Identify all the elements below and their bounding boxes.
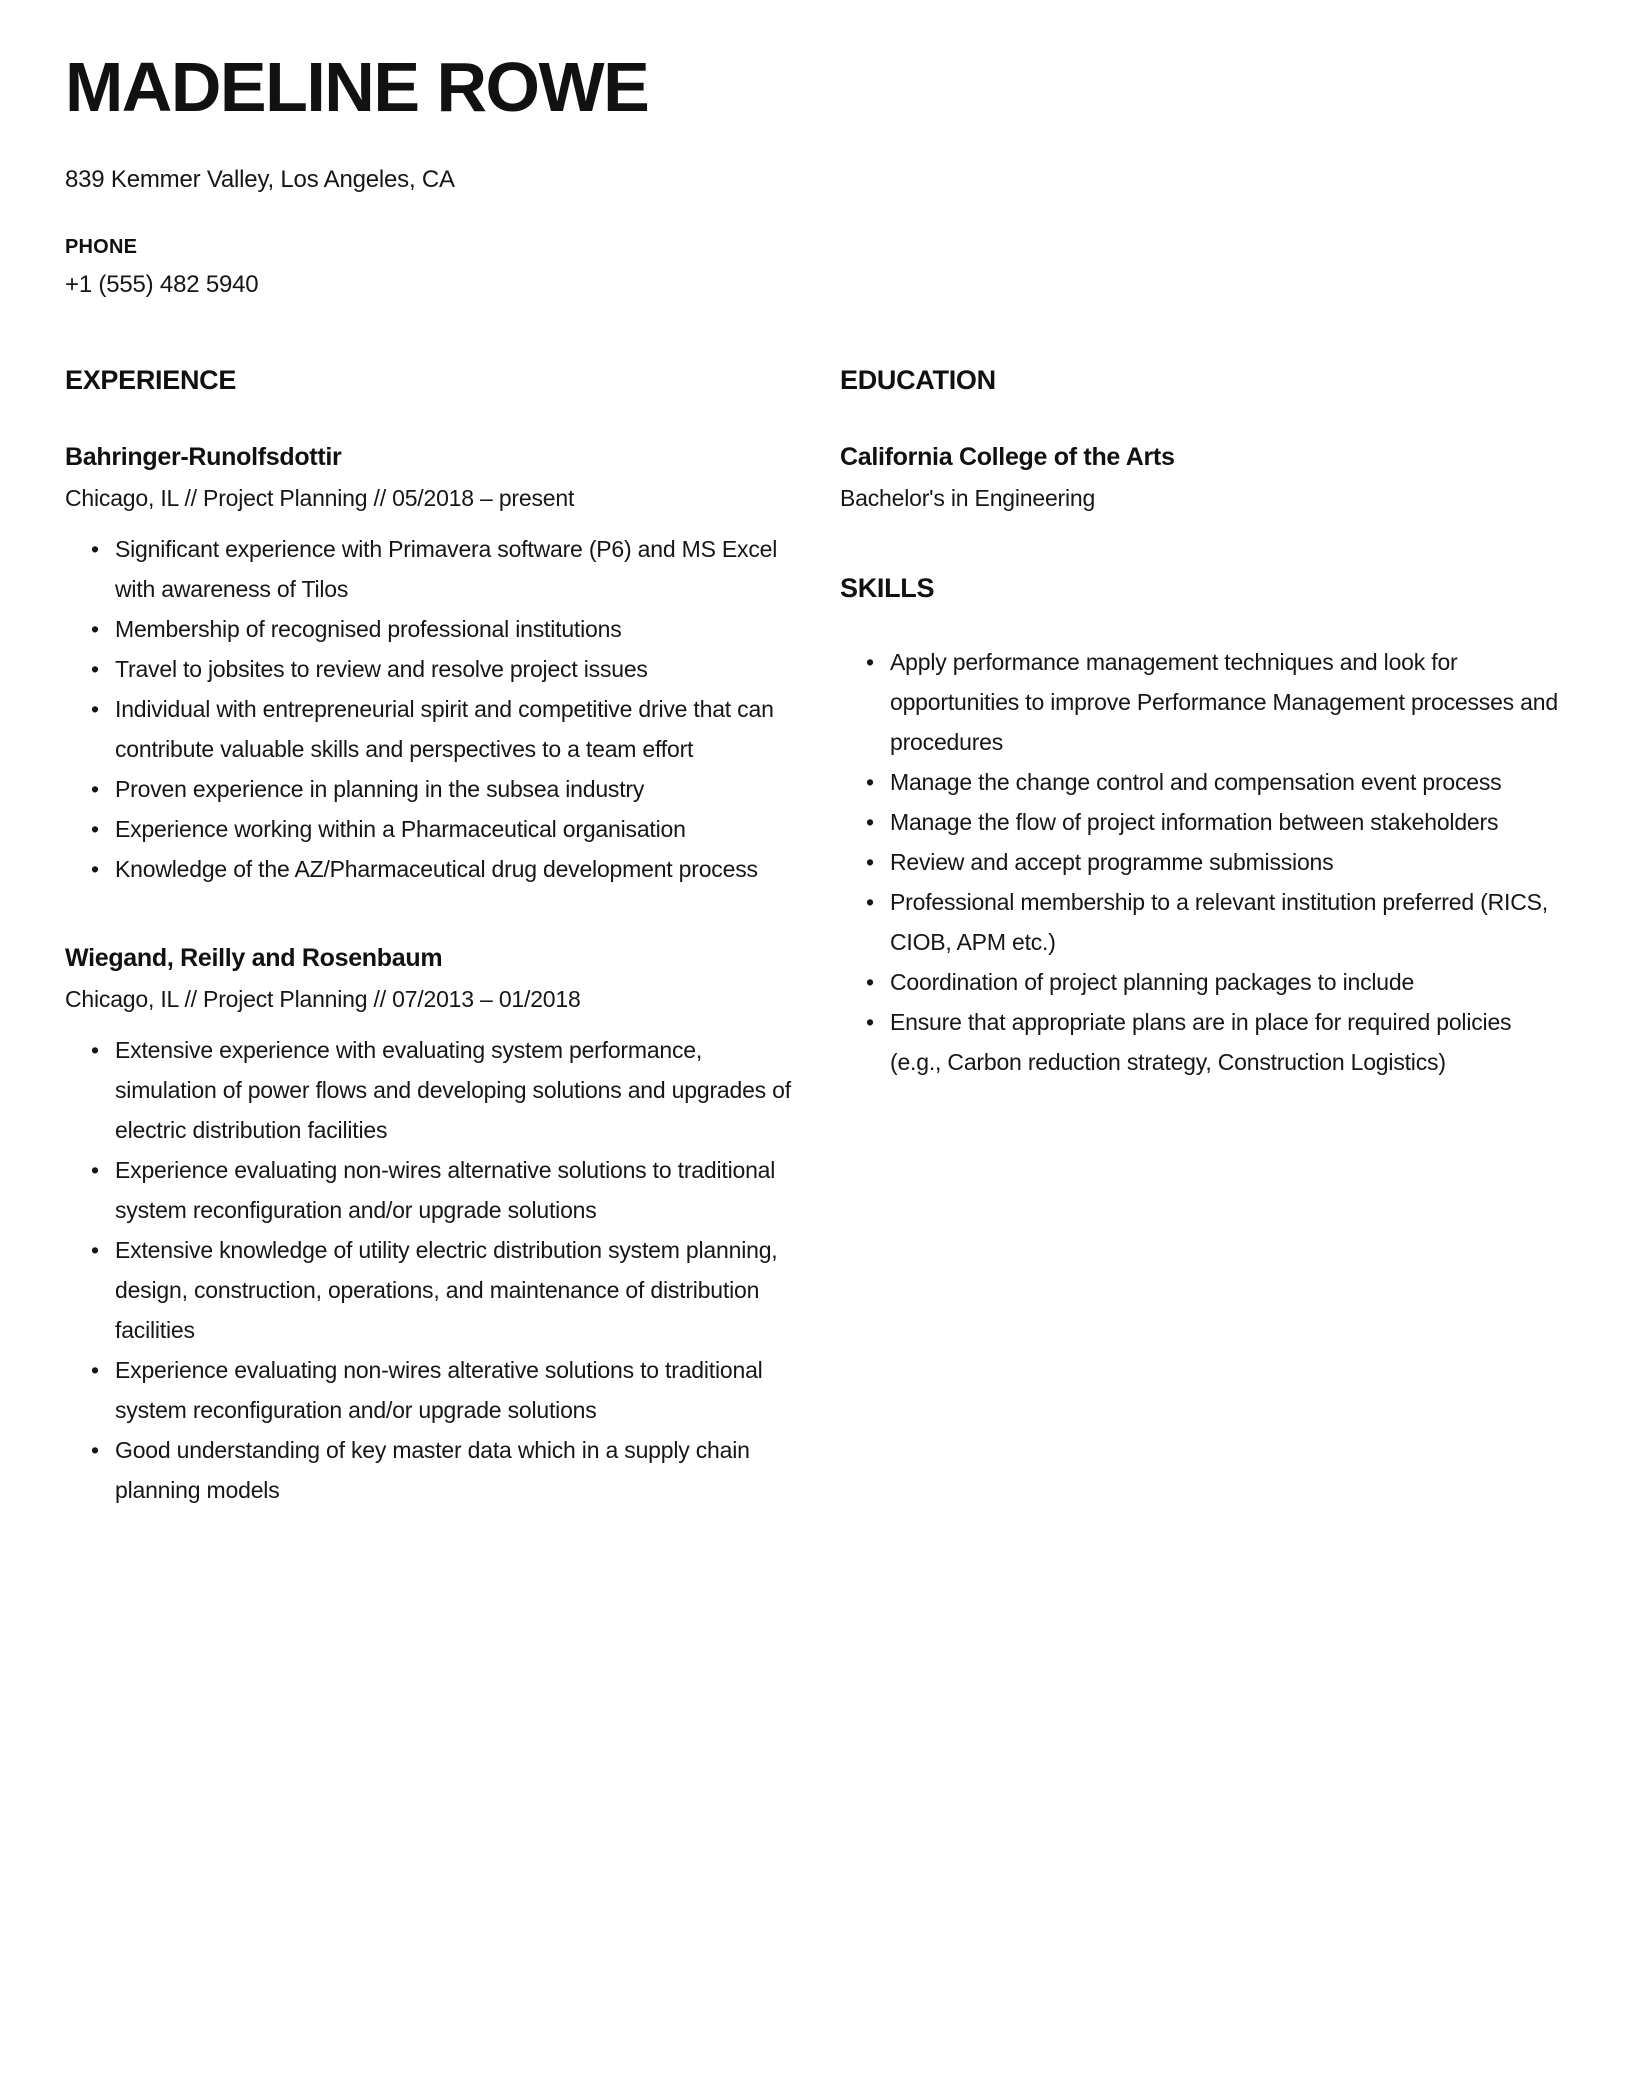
bullet-item: • Individual with entrepreneurial spirit and competitive drive that can contribute valuable skills and perspectives to a team effort — [65, 689, 792, 769]
bullet-item: • Extensive experience with evaluating system performance, simulation of power flows and developing solutions and upgrades of electric distribution facilities — [65, 1030, 792, 1150]
resume-body — [65, 365, 1567, 1510]
job-company: Wiegand, Reilly and Rosenbaum — [65, 943, 443, 972]
bullet-item: • Apply performance management techniques and look for opportunities to improve Performance Management processes and procedures — [840, 642, 1567, 762]
job-bullet-list — [65, 529, 792, 889]
skills-section — [840, 573, 1567, 1082]
education-school: California College of the Arts — [840, 443, 1175, 471]
bullet-item: • Knowledge of the AZ/Pharmaceutical drug development process — [65, 849, 792, 889]
bullet-item: • Good understanding of key master data which in a supply chain planning models — [65, 1430, 792, 1510]
experience-section — [65, 365, 792, 1510]
bullet-item: • Coordination of project planning packages to include — [840, 962, 1567, 1002]
skills-bullet-list — [840, 642, 1567, 1082]
education-degree: Bachelor's in Engineering — [840, 485, 1096, 511]
candidate-name: MADELINE ROWE — [65, 48, 649, 126]
job-entry — [65, 442, 792, 889]
education-heading: EDUCATION — [840, 365, 996, 395]
skills-heading: SKILLS — [840, 572, 935, 603]
job-meta: Chicago, IL // Project Planning // 05/2018 – present — [65, 485, 575, 511]
education-section — [840, 365, 1567, 513]
bullet-item: • Extensive knowledge of utility electric distribution system planning, design, construction, operations, and maintenance of distribution facilities — [65, 1230, 792, 1350]
phone-value: +1 (555) 482 5940 — [65, 271, 259, 298]
job-meta: Chicago, IL // Project Planning // 07/2013 – 01/2018 — [65, 985, 581, 1012]
job-company: Bahringer-Runolfsdottir — [65, 443, 342, 471]
job-entry — [65, 943, 792, 1510]
bullet-item: • Experience evaluating non-wires alterative solutions to traditional system reconfiguration and/or upgrade solutions — [65, 1350, 792, 1430]
job-bullet-list — [65, 1030, 792, 1510]
bullet-item: • Travel to jobsites to review and resolve project issues — [65, 649, 792, 689]
bullet-item: • Review and accept programme submissions — [840, 842, 1567, 882]
resume-header — [65, 48, 1567, 299]
bullet-item: • Experience evaluating non-wires alternative solutions to traditional system reconfiguration and/or upgrade solutions — [65, 1150, 792, 1230]
bullet-item: • Manage the change control and compensation event process — [840, 762, 1567, 802]
bullet-item: • Professional membership to a relevant institution preferred (RICS, CIOB, APM etc.) — [840, 882, 1567, 962]
experience-heading: EXPERIENCE — [65, 365, 237, 395]
bullet-item: • Membership of recognised professional institutions — [65, 609, 792, 649]
bullet-item: • Significant experience with Primavera software (P6) and MS Excel with awareness of Tilos — [65, 529, 792, 609]
bullet-item: • Experience working within a Pharmaceutical organisation — [65, 809, 792, 849]
education-entry — [840, 442, 1567, 513]
bullet-item: • Manage the flow of project information between stakeholders — [840, 802, 1567, 842]
phone-label: PHONE — [65, 236, 138, 258]
bullet-item: • Proven experience in planning in the subsea industry — [65, 769, 792, 809]
right-column — [840, 365, 1567, 1510]
bullet-item: • Ensure that appropriate plans are in place for required policies (e.g., Carbon reduction strategy, Construction Logistics) — [840, 1002, 1567, 1082]
candidate-address: 839 Kemmer Valley, Los Angeles, CA — [65, 166, 455, 193]
